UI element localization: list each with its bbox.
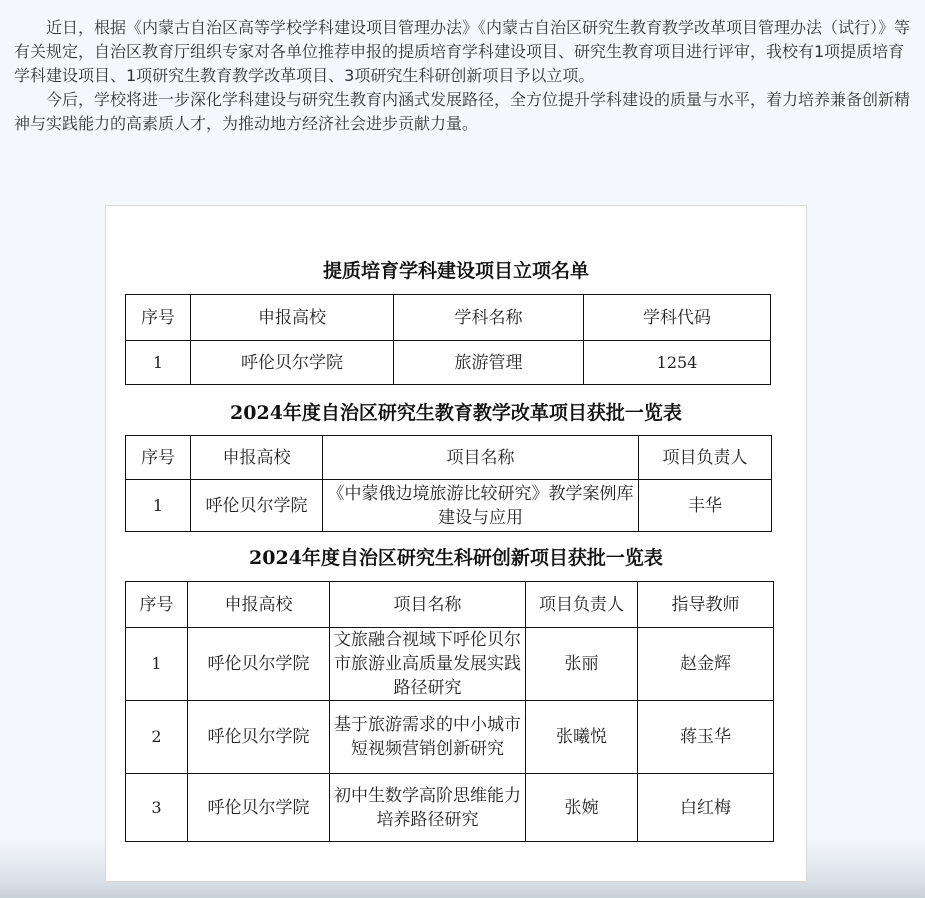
- table-row: [126, 341, 771, 385]
- article-body: [14, 16, 910, 136]
- table3-title: 2024年度自治区研究生科研创新项目获批一览表: [249, 547, 663, 569]
- table-row: [126, 480, 772, 532]
- table-row: [126, 701, 774, 774]
- table3-cell: 1: [126, 628, 188, 701]
- table1-header-cell: 序号: [126, 295, 191, 341]
- table1-header-row: [126, 295, 771, 341]
- table3-header-cell: 指导教师: [638, 582, 774, 628]
- table3-cell: 赵金辉: [638, 628, 774, 701]
- table2-title: 2024年度自治区研究生教育教学改革项目获批一览表: [230, 402, 682, 424]
- article-paragraph-1: 近日，根据《内蒙古自治区高等学校学科建设项目管理办法》《内蒙古自治区研究生教育教学改革项目管理办法（试行）》等有关规定，自治区教育厅组织专家对各单位推荐申报的提质培育学科建设项目、研究生教育项目进行评审，我校有1项提质培育学科建设项目、1项研究生教育教学改革项目、3项研究生科研创新项目予以立项。: [14, 18, 911, 85]
- table2-header-cell: 项目负责人: [639, 436, 772, 480]
- table3-header-cell: 申报高校: [188, 582, 330, 628]
- table-row: [126, 628, 774, 701]
- table3-header-cell: 项目负责人: [526, 582, 638, 628]
- table3-cell: 张丽: [526, 628, 638, 701]
- table1-cell: 1254: [584, 341, 771, 385]
- table2-header-cell: 申报高校: [191, 436, 323, 480]
- approval-lists-image: [105, 205, 807, 882]
- table2-cell: 1: [126, 480, 191, 532]
- table2-header-cell: 项目名称: [323, 436, 639, 480]
- table2-cell: 丰华: [639, 480, 772, 532]
- article-paragraph-2: 今后，学校将进一步深化学科建设与研究生教育内涵式发展路径，全方位提升学科建设的质量与水平，着力培养兼备创新精神与实践能力的高素质人才，为推动地方经济社会进步贡献力量。: [14, 90, 911, 133]
- table-row: [126, 774, 774, 842]
- table3-header-row: [126, 582, 774, 628]
- table2-header-row: [126, 436, 772, 480]
- table1-discipline-projects: [125, 294, 771, 385]
- table3-cell: 3: [126, 774, 188, 842]
- table1-header-cell: 申报高校: [191, 295, 394, 341]
- table1-title: 提质培育学科建设项目立项名单: [322, 260, 589, 282]
- table2-cell: 《中蒙俄边境旅游比较研究》教学案例库建设与应用: [323, 480, 639, 532]
- table3-cell: 呼伦贝尔学院: [188, 774, 330, 842]
- table3-cell: 呼伦贝尔学院: [188, 628, 330, 701]
- table3-research-innovation-projects: [125, 581, 774, 842]
- table3-cell: 张婉: [526, 774, 638, 842]
- table3-header-cell: 项目名称: [330, 582, 526, 628]
- table3-cell: 基于旅游需求的中小城市短视频营销创新研究: [330, 701, 526, 774]
- table1-cell: 呼伦贝尔学院: [191, 341, 394, 385]
- table3-cell: 2: [126, 701, 188, 774]
- table1-header-cell: 学科代码: [584, 295, 771, 341]
- table2-teaching-reform-projects: [125, 435, 772, 532]
- table3-cell: 呼伦贝尔学院: [188, 701, 330, 774]
- table1-cell: 1: [126, 341, 191, 385]
- table3-cell: 文旅融合视域下呼伦贝尔市旅游业高质量发展实践路径研究: [330, 628, 526, 701]
- table1-cell: 旅游管理: [394, 341, 584, 385]
- table3-cell: 蒋玉华: [638, 701, 774, 774]
- table3-cell: 张曦悦: [526, 701, 638, 774]
- table3-header-cell: 序号: [126, 582, 188, 628]
- table3-cell: 白红梅: [638, 774, 774, 842]
- table3-cell: 初中生数学高阶思维能力培养路径研究: [330, 774, 526, 842]
- table2-header-cell: 序号: [126, 436, 191, 480]
- table2-cell: 呼伦贝尔学院: [191, 480, 323, 532]
- table1-header-cell: 学科名称: [394, 295, 584, 341]
